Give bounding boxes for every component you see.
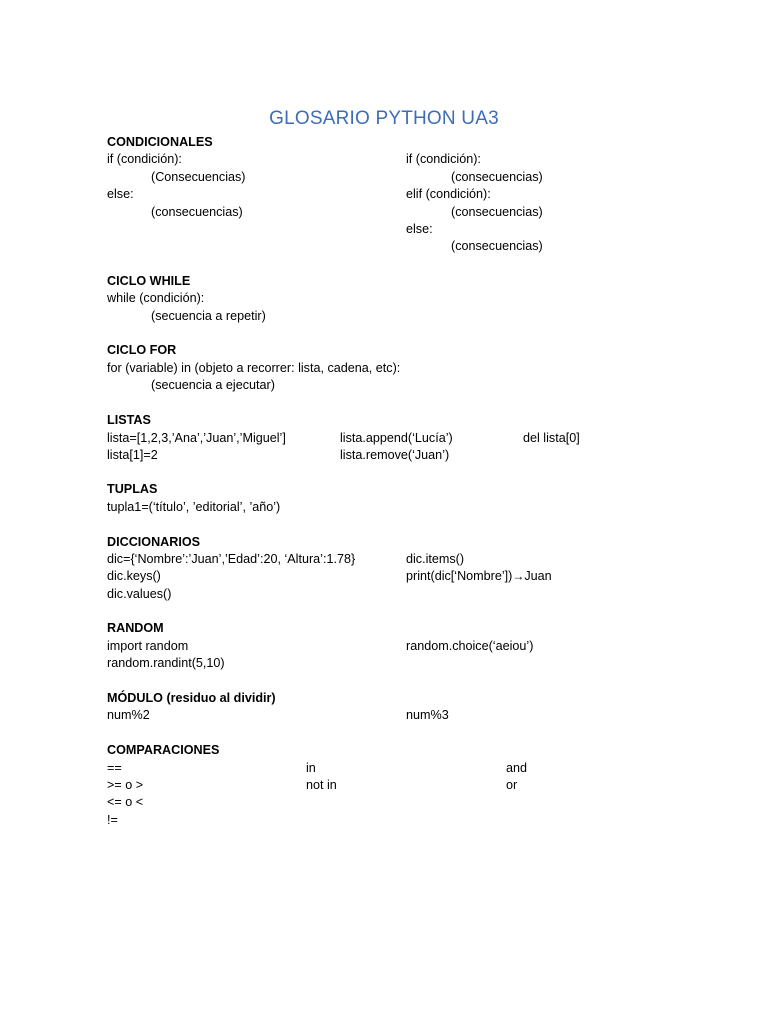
- code-line: and: [506, 761, 528, 775]
- code-line: lista.remove(‘Juan’): [340, 448, 450, 462]
- code-line: not in: [306, 778, 337, 792]
- code-line: num%3: [406, 708, 449, 722]
- page-title: GLOSARIO PYTHON UA3: [269, 108, 499, 129]
- code-line: (consecuencias): [151, 205, 243, 219]
- code-line: while (condición):: [107, 291, 205, 305]
- code-line: (secuencia a repetir): [151, 309, 266, 323]
- section-heading-tuples: TUPLAS: [107, 482, 158, 496]
- code-line: lista.append(‘Lucía’): [340, 431, 453, 445]
- code-line: dic.keys(): [107, 569, 161, 583]
- code-line: [406, 568, 552, 585]
- section-heading-random: RANDOM: [107, 621, 164, 635]
- code-line: or: [506, 778, 518, 792]
- code-line: else:: [406, 222, 433, 236]
- code-line: if (condición):: [107, 152, 182, 166]
- code-line: >= o >: [107, 778, 144, 792]
- code-line: lista[1]=2: [107, 448, 158, 462]
- section-heading-comparisons: COMPARACIONES: [107, 743, 220, 757]
- section-heading-for: CICLO FOR: [107, 343, 177, 357]
- code-line: del lista[0]: [523, 431, 580, 445]
- code-line: num%2: [107, 708, 150, 722]
- section-heading-dicts: DICCIONARIOS: [107, 535, 201, 549]
- code-line: for (variable) in (objeto a recorrer: lista, cadena, etc):: [107, 361, 401, 375]
- code-line: !=: [107, 813, 118, 827]
- code-line: import random: [107, 639, 189, 653]
- code-line: in: [306, 761, 316, 775]
- code-line: (consecuencias): [451, 170, 543, 184]
- code-line: ==: [107, 761, 122, 775]
- code-line: random.choice(‘aeiou’): [406, 639, 534, 653]
- section-heading-lists: LISTAS: [107, 413, 151, 427]
- code-line: dic.values(): [107, 587, 172, 601]
- code-text: Juan: [524, 569, 552, 583]
- code-line: tupla1=(‘título’, ’editorial’, ’año’): [107, 500, 281, 514]
- section-heading-conditionals: CONDICIONALES: [107, 135, 213, 149]
- code-line: lista=[1,2,3,’Ana’,’Juan’,’Miguel’]: [107, 431, 286, 445]
- right-arrow-icon: →: [512, 569, 525, 583]
- code-line: (secuencia a ejecutar): [151, 378, 275, 392]
- code-line: (Consecuencias): [151, 170, 246, 184]
- code-line: (consecuencias): [451, 239, 543, 253]
- code-line: (consecuencias): [451, 205, 543, 219]
- section-heading-modulo: MÓDULO (residuo al dividir): [107, 691, 276, 705]
- section-heading-while: CICLO WHILE: [107, 274, 191, 288]
- code-line: dic.items(): [406, 552, 465, 566]
- code-text: print(dic[‘Nombre’]): [406, 569, 513, 583]
- code-line: else:: [107, 187, 134, 201]
- code-line: dic={‘Nombre’:’Juan’,’Edad’:20, ‘Altura’:1.78}: [107, 552, 356, 566]
- code-line: random.randint(5,10): [107, 656, 225, 670]
- code-line: <= o <: [107, 795, 144, 809]
- code-line: elif (condición):: [406, 187, 491, 201]
- code-line: if (condición):: [406, 152, 481, 166]
